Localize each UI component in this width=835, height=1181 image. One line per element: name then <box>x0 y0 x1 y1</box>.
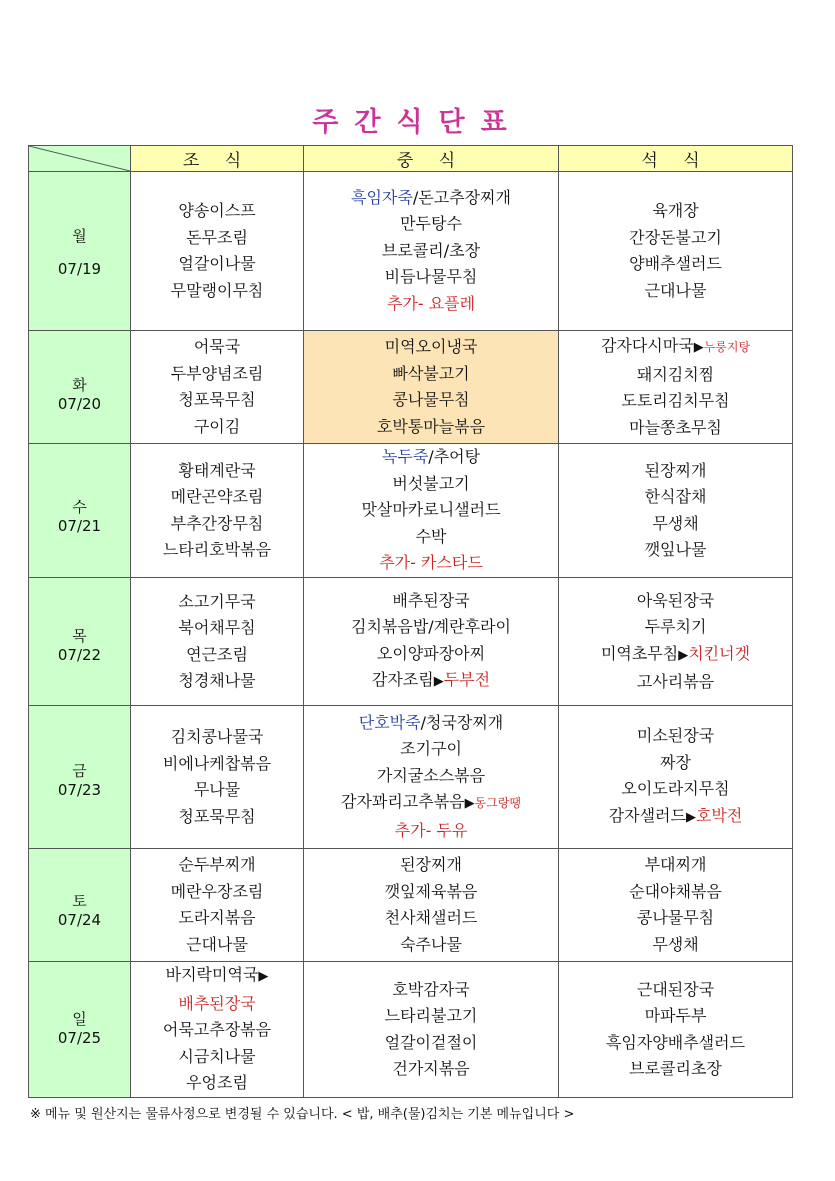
dinner-cell <box>559 706 793 849</box>
porridge-item: 단호박죽 <box>358 712 421 732</box>
menu-item: 마파두부 <box>644 1006 707 1025</box>
menu-item: 건가지볶음 <box>392 1059 470 1078</box>
menu-item: 만두탕수 <box>400 214 462 234</box>
breakfast-cell <box>131 849 304 962</box>
menu-item: 맛살마카로니샐러드 <box>361 500 501 520</box>
extra-item: 추가- 요플레 <box>386 293 476 313</box>
day-label: 월 <box>72 226 87 245</box>
menu-item: 호박통마늘볶음 <box>376 416 486 436</box>
menu-item: 부추간장무침 <box>170 513 264 533</box>
menu-item <box>131 962 303 991</box>
lunch-cell <box>304 444 559 578</box>
menu-item: 오이도라지무침 <box>621 779 730 798</box>
menu-item: 어묵고추장볶음 <box>162 1020 272 1040</box>
day-label: 금 <box>72 761 87 780</box>
menu-item: 브로콜리/초장 <box>381 240 481 260</box>
menu-item: 콩나물무침 <box>392 390 470 409</box>
menu-item: 무말랭이무침 <box>170 280 264 300</box>
day-date: 07/25 <box>57 1029 102 1047</box>
breakfast-cell <box>131 706 304 849</box>
day-row-mon <box>29 172 793 331</box>
menu-item-main: 감자다시마국 <box>600 336 694 355</box>
arrow-right-icon: ▶ <box>464 796 475 812</box>
day-cell <box>29 849 131 962</box>
menu-item-rest: /청국장찌개 <box>420 712 504 732</box>
menu-item: 오이양파장아찌 <box>376 643 486 663</box>
breakfast-cell <box>131 578 304 706</box>
menu-item: 깻잎나물 <box>644 540 707 559</box>
menu-item: 미역오이냉국 <box>384 337 478 356</box>
menu-item: 무나물 <box>193 780 241 799</box>
breakfast-cell <box>131 172 304 331</box>
arrow-right-icon: ▶ <box>678 647 689 663</box>
menu-item: 김치볶음밥/계란후라이 <box>351 617 511 636</box>
day-cell <box>29 172 131 331</box>
alt-item: 호박전 <box>695 805 743 825</box>
dinner-cell <box>559 578 793 706</box>
menu-item: 아욱된장국 <box>636 590 715 610</box>
dinner-cell <box>559 444 793 578</box>
menu-item: 비에나케찹볶음 <box>162 753 272 773</box>
menu-item-main: 감자조림 <box>371 670 434 689</box>
dinner-cell <box>559 962 793 1098</box>
breakfast-cell <box>131 962 304 1098</box>
menu-item: 순두부찌개 <box>178 855 256 874</box>
menu-item: 근대나물 <box>186 934 248 954</box>
breakfast-cell <box>131 331 304 444</box>
menu-item: 메란곤약조림 <box>170 487 264 506</box>
day-row-sat <box>29 849 793 962</box>
menu-item: 부대찌개 <box>644 855 707 874</box>
menu-item: 근대된장국 <box>636 979 715 999</box>
day-date: 07/20 <box>57 394 102 413</box>
lunch-cell <box>304 578 559 706</box>
menu-item: 짜장 <box>660 752 691 772</box>
day-label: 토 <box>72 891 87 910</box>
menu-item-main: 감자샐러드 <box>608 805 686 825</box>
menu-item: 어묵국 <box>193 337 241 356</box>
extra-item: 추가- 두유 <box>394 820 468 840</box>
menu-item: 청경채나물 <box>178 671 256 690</box>
day-row-wed <box>29 444 793 578</box>
menu-item: 연근조림 <box>186 644 248 664</box>
menu-item: 도라지볶음 <box>178 908 256 927</box>
weekly-menu-table <box>28 145 793 1098</box>
menu-item: 배추된장국 <box>392 590 470 610</box>
menu-item: 양배추샐러드 <box>629 254 722 273</box>
lunch-header: 중 식 <box>304 146 559 172</box>
menu-item: 마늘쫑초무침 <box>629 417 722 437</box>
breakfast-header: 조 식 <box>131 146 304 172</box>
day-cell <box>29 706 131 849</box>
day-label: 화 <box>72 375 87 394</box>
day-label: 일 <box>72 1010 87 1028</box>
footnote: ※ 메뉴 및 원산지는 물류사정으로 변경될 수 있습니다. < 밥, 배추(물)김치는 기본 메뉴입니다 > <box>30 1107 575 1122</box>
menu-item-rest: /추어탕 <box>428 447 481 467</box>
diagonal-line <box>29 146 130 171</box>
menu-item: 한식잡채 <box>644 487 707 506</box>
menu-item <box>304 444 558 471</box>
day-label: 목 <box>72 627 87 645</box>
arrow-right-icon: ▶ <box>433 674 444 689</box>
menu-item <box>559 641 792 670</box>
day-date: 07/21 <box>57 517 102 535</box>
menu-item: 느타리불고기 <box>384 1006 478 1025</box>
menu-item: 북어채무침 <box>178 618 256 637</box>
menu-item: 깻잎제육볶음 <box>384 881 478 901</box>
menu-item-main: 바지락미역국 <box>165 965 259 985</box>
dinner-cell <box>559 849 793 962</box>
alt-item: 두부전 <box>443 670 491 689</box>
extra-item: 추가- 카스타드 <box>379 553 483 573</box>
arrow-right-icon: ▶ <box>693 340 704 355</box>
menu-item: 김치콩나물국 <box>170 727 264 746</box>
menu-item: 미소된장국 <box>636 726 715 745</box>
day-cell <box>29 444 131 578</box>
day-row-tue <box>29 331 793 444</box>
alt-item: 치킨너겟 <box>688 643 751 663</box>
menu-item: 얼갈이나물 <box>178 254 256 273</box>
lunch-cell <box>304 706 559 849</box>
menu-item-main: 감자꽈리고추볶음 <box>340 792 465 812</box>
menu-item: 육개장 <box>652 201 699 220</box>
menu-item: 가지굴소스볶음 <box>376 765 486 785</box>
menu-item: 돈무조림 <box>186 227 248 247</box>
dinner-header: 석 식 <box>559 146 793 172</box>
menu-item <box>559 333 792 362</box>
menu-item: 천사채샐러드 <box>384 908 478 927</box>
menu-item: 황태계란국 <box>178 460 256 480</box>
menu-item: 얼갈이겉절이 <box>384 1032 478 1052</box>
menu-item <box>304 789 558 818</box>
menu-item: 흑임자양배추샐러드 <box>605 1032 746 1052</box>
lunch-cell <box>304 962 559 1098</box>
lunch-cell <box>304 849 559 962</box>
menu-item: 두루치기 <box>644 617 707 636</box>
menu-item-rest: /돈고추장찌개 <box>412 187 511 207</box>
alt-item: 동그랑땡 <box>474 796 522 811</box>
menu-item: 시금치나물 <box>178 1046 256 1066</box>
porridge-item: 흑임자죽 <box>351 187 413 207</box>
day-date: 07/19 <box>57 259 102 278</box>
menu-item: 된장찌개 <box>644 460 707 480</box>
menu-item: 청포묵무침 <box>178 390 256 409</box>
menu-item: 숙주나물 <box>400 934 462 954</box>
menu-item: 호박감자국 <box>392 979 470 999</box>
menu-item: 소고기무국 <box>178 591 256 611</box>
menu-item: 고사리볶음 <box>636 672 715 691</box>
menu-item: 콩나물무침 <box>636 908 715 927</box>
day-row-sun <box>29 962 793 1098</box>
menu-item: 도토리김치무침 <box>621 391 730 410</box>
page-title: 주간식단표 <box>312 107 523 138</box>
menu-item: 수박 <box>415 526 447 546</box>
menu-item: 근대나물 <box>644 280 707 300</box>
porridge-item: 녹두죽 <box>381 447 429 467</box>
arrow-right-icon: ▶ <box>685 809 696 825</box>
menu-item: 메란우장조림 <box>170 881 264 901</box>
lunch-cell-highlighted <box>304 331 559 444</box>
menu-item: 돼지김치찜 <box>636 364 715 384</box>
menu-item: 청포묵무침 <box>178 806 256 826</box>
menu-item <box>304 710 558 737</box>
menu-item: 브로콜리초장 <box>629 1059 722 1078</box>
menu-item: 순대야채볶음 <box>629 881 722 901</box>
menu-item: 양송이스프 <box>178 201 256 220</box>
day-row-fri <box>29 706 793 849</box>
menu-item <box>559 803 792 832</box>
menu-item: 두부양념조림 <box>170 363 264 383</box>
day-cell <box>29 331 131 444</box>
menu-item: 느타리호박볶음 <box>162 540 272 559</box>
alt-item: 배추된장국 <box>178 993 256 1013</box>
arrow-right-icon: ▶ <box>258 969 269 985</box>
day-row-thu <box>29 578 793 706</box>
menu-item: 구이김 <box>193 416 241 436</box>
menu-item: 빠삭불고기 <box>392 363 470 383</box>
menu-item: 우엉조림 <box>186 1073 248 1093</box>
menu-item: 무생채 <box>652 934 699 954</box>
day-date: 07/23 <box>57 780 102 799</box>
menu-item: 비듬나물무침 <box>384 267 478 287</box>
day-date: 07/24 <box>57 910 102 929</box>
breakfast-cell <box>131 444 304 578</box>
menu-item: 무생채 <box>652 513 699 533</box>
day-date: 07/22 <box>57 646 102 664</box>
menu-item <box>304 185 558 212</box>
menu-item: 된장찌개 <box>400 855 462 874</box>
menu-item: 버섯불고기 <box>392 473 470 493</box>
corner-cell <box>29 146 131 172</box>
day-label: 수 <box>72 498 87 516</box>
menu-item-main: 미역초무침 <box>600 643 679 663</box>
menu-item <box>304 667 558 696</box>
lunch-cell <box>304 172 559 331</box>
day-cell <box>29 578 131 706</box>
alt-item: 누룽지탕 <box>703 340 751 354</box>
dinner-cell <box>559 172 793 331</box>
menu-item: 조기구이 <box>400 739 462 759</box>
dinner-cell <box>559 331 793 444</box>
day-cell <box>29 962 131 1098</box>
menu-item: 간장돈불고기 <box>629 227 722 247</box>
header-row <box>29 146 793 172</box>
